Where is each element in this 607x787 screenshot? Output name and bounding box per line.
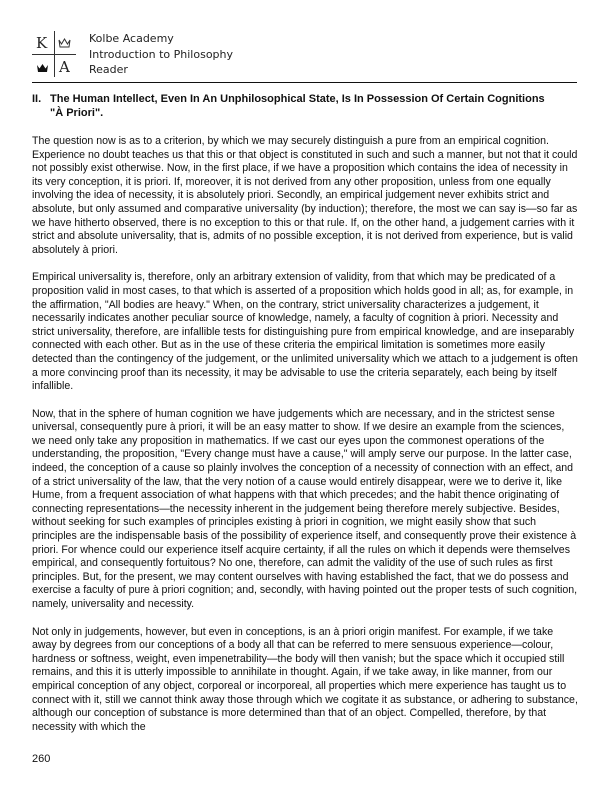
crown-outline-icon	[58, 35, 71, 53]
header-course: Introduction to Philosophy	[89, 47, 234, 61]
crown-solid-icon	[36, 60, 49, 78]
paragraph: The question now is as to a criterion, by which we may securely distinguish a pure from an empirical cognition. Experience no doubt teaches us that this or that object is constituted in such and such a manner, but not that it could not possibly exist otherwise. Now, in the first place, if we have a proposition which contains the idea of necessity in its very conception, it is priori. If, moreover, it is not derived from any other proposition, unless from one equally involving the idea of necessity, it is absolutely priori. Secondly, an empirical judgement never exhibits strict and absolute, but only assumed and comparative universality (by induction); therefore, the most we can say is—so far as we have hitherto observed, there is no exception to this or that rule. If, on the other hand, a judgement carries with it strict and absolute universality, that is, admits of no possible exception, it is not derived from experience, but is valid absolutely à priori.	[32, 135, 578, 256]
page-number: 260	[32, 753, 51, 765]
logo-horizontal-divider	[32, 54, 76, 55]
header-book: Reader	[89, 63, 128, 76]
section-heading	[32, 93, 552, 120]
section-number: II.	[32, 93, 42, 105]
logo-letter-k: K	[36, 34, 48, 52]
paragraph: Empirical universality is, therefore, only an arbitrary extension of validity, from that which may be predicated of a proposition valid in most cases, to that which is asserted of a proposition which holds good in all; as, for example, in the affirmation, "All bodies are heavy." When, on the contrary, strict universality characterizes a judgement, it necessarily indicates another peculiar source of knowledge, namely, a faculty of cognition à priori. Necessity and strict universality, therefore, are infallible tests for distinguishing pure from empirical knowledge, and are inseparably connected with each other. But as in the use of these criteria the empirical limitation is sometimes more easily detected than the contingency of the judgement, or the unlimited universality which we attach to a judgement is often a more convincing proof than its necessity, it may be advisable to use the criteria separately, each being by itself infallible.	[32, 271, 578, 393]
logo-letter-a: A	[59, 58, 70, 76]
body-text	[32, 135, 580, 748]
header-divider	[32, 82, 577, 83]
header-title-block	[89, 31, 233, 78]
paragraph: Not only in judgements, however, but even in conceptions, is an à priori origin manifest. For example, if we take away by degrees from our conceptions of a body all that can be referred to mere sensuous experience—colour, hardness or softness, weight, even impenetrability—the body will then vanish; but the space which it occupied still remains, and this it is utterly impossible to annihilate in thought. Again, if we take away, in like manner, from our empirical conception of any object, corporeal or incorporeal, all properties which mere experience has taught us to connect with it, still we cannot think away those through which we cogitate it as substance, or adhering to substance, although our conception of substance is more determined than that of an object. Compelled, therefore, by that necessity with which the	[32, 625, 578, 733]
section-title: The Human Intellect, Even In An Unphilosophical State, Is In Possession Of Certain Cognitions "À Priori".	[50, 93, 545, 119]
paragraph: Now, that in the sphere of human cognition we have judgements which are necessary, and in the strictest sense universal, consequently pure à priori, it will be an easy matter to show. If we desire an example from the sciences, we need only take any proposition in mathematics. If we cast our eyes upon the commonest operations of the understanding, the proposition, "Every change must have a cause," will amply serve our purpose. In the latter case, indeed, the conception of a cause so plainly involves the conception of a necessity of connection with an effect, and of a strict universality of the law, that the very notion of a cause would entirely disappear, were we to derive it, like Hume, from a frequent association of what happens with that which precedes; and the habit thence originating of connecting representations—the necessity inherent in the judgement being therefore merely subjective. Besides, without seeking for such examples of principles existing à priori in cognition, we might easily show that such principles are the indispensable basis of the possibility of experience itself, and consequently prove their existence à priori. For whence could our experience itself acquire certainty, if all the rules on which it depends were themselves empirical, and consequently fortuitous? No one, therefore, can admit the validity of the use of such rules as first principles. But, for the present, we may content ourselves with having established the fact, that we do possess and exercise a faculty of pure à priori cognition; and, secondly, with having pointed out the proper tests of such cognition, namely, universality and necessity.	[32, 407, 578, 610]
kolbe-academy-logo	[32, 31, 76, 77]
header-institution: Kolbe Academy	[89, 32, 174, 45]
